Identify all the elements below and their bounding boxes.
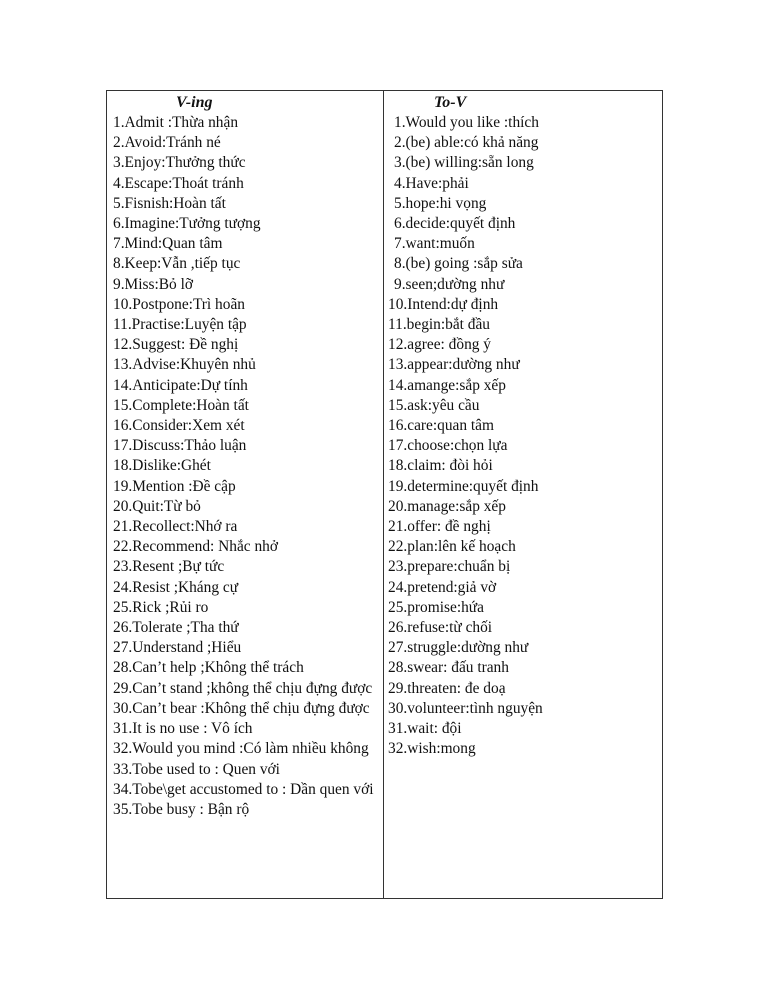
list-item: 3.(be) willing:sẵn long [394,154,534,172]
list-item: 27.Understand ;Hiểu [113,639,242,657]
list-item: 23.prepare:chuẩn bị [388,558,511,576]
list-item: 1.Would you like :thích [394,114,539,131]
list-item: 20.manage:sắp xếp [388,497,506,515]
list-item: 20.Quit:Từ bỏ [113,497,201,515]
list-item: 35.Tobe busy : Bận rộ [113,800,250,818]
list-item: 31.wait: đội [388,720,462,738]
list-item: 15.ask:yêu cầu [388,396,480,414]
list-item: 7.Mind:Quan tâm [113,235,223,253]
list-item: 4.Have:phải [394,174,469,192]
list-item: 21.Recollect:Nhớ ra [113,518,238,536]
to-v-header: To-V [434,94,467,111]
list-item: 24.pretend:giả vờ [388,578,497,596]
list-item: 2.(be) able:có khả năng [394,134,539,152]
list-item: 28.swear: đấu tranh [388,659,509,677]
list-item: 25.Rick ;Rủi ro [113,598,209,616]
list-item: 9.seen;dường như [394,275,505,293]
list-item: 33.Tobe used to : Quen với [113,760,280,778]
list-item: 29.Can’t stand ;không thể chịu đựng được [113,679,373,697]
list-item: 5.Fisnish:Hoàn tất [113,194,226,212]
list-item: 32.wish:mong [388,740,476,758]
v-ing-list [113,113,379,820]
list-item: 31.It is no use : Vô ích [113,720,253,738]
list-item: 13.Advise:Khuyên nhủ [113,356,256,374]
list-item: 19.determine:quyết định [388,477,539,495]
list-item: 17.Discuss:Thảo luận [113,437,247,455]
list-item: 34.Tobe\get accustomed to : Dần quen với [113,780,374,798]
list-item: 7.want:muốn [394,235,475,253]
list-item: 27.struggle:dường như [388,639,529,657]
list-item: 16.Consider:Xem xét [113,417,245,435]
list-item: 28.Can’t help ;Không thể trách [113,659,304,677]
list-item: 11.begin:bắt đầu [388,316,491,334]
list-item: 24.Resist ;Kháng cự [113,578,239,596]
list-item: 26.refuse:từ chối [388,619,493,637]
to-v-list [388,113,662,760]
list-item: 3.Enjoy:Thưởng thức [113,154,246,172]
list-item: 8.Keep:Vẫn ,tiếp tục [113,255,241,273]
list-item: 4.Escape:Thoát tránh [113,174,244,192]
list-item: 9.Miss:Bỏ lỡ [113,275,193,293]
to-v-column [384,91,662,898]
verb-pattern-table [106,90,663,899]
list-item: 12.Suggest: Đề nghị [113,336,239,354]
list-item: 6.Imagine:Tưởng tượng [113,215,261,233]
list-item: 30.volunteer:tình nguyện [388,699,543,717]
list-item: 14.amange:sắp xếp [388,376,506,394]
list-item: 10.Postpone:Trì hoãn [113,295,245,313]
list-item: 25.promise:hứa [388,598,484,616]
list-item: 26.Tolerate ;Tha thứ [113,619,239,637]
list-item: 13.appear:dường như [388,356,520,374]
list-item: 19.Mention :Đề cập [113,477,236,495]
list-item: 22.Recommend: Nhắc nhở [113,538,278,556]
list-item: 16.care:quan tâm [388,417,494,435]
list-item: 11.Practise:Luyện tập [113,316,247,334]
list-item: 12.agree: đồng ý [388,336,491,354]
list-item: 10.Intend:dự định [388,295,499,313]
list-item: 2.Avoid:Tránh né [113,134,221,152]
list-item: 32.Would you mind :Có làm nhiều không [113,740,369,758]
list-item: 21.offer: đề nghị [388,518,491,536]
list-item: 8.(be) going :sắp sửa [394,255,523,273]
list-item: 1.Admit :Thừa nhận [113,114,239,131]
list-item: 23.Resent ;Bự tức [113,558,225,576]
list-item: 5.hope:hi vọng [394,194,487,212]
list-item: 6.decide:quyết định [394,215,516,233]
list-item: 15.Complete:Hoàn tất [113,396,249,414]
list-item: 29.threaten: đe doạ [388,679,506,697]
list-item: 17.choose:chọn lựa [388,437,508,455]
v-ing-header: V-ing [176,94,213,111]
list-item: 18.claim: đòi hỏi [388,457,493,475]
list-item: 18.Dislike:Ghét [113,457,211,475]
list-item: 14.Anticipate:Dự tính [113,376,248,394]
list-item: 22.plan:lên kế hoạch [388,538,516,556]
v-ing-column [107,91,384,898]
list-item: 30.Can’t bear :Không thể chịu đựng được [113,699,370,717]
